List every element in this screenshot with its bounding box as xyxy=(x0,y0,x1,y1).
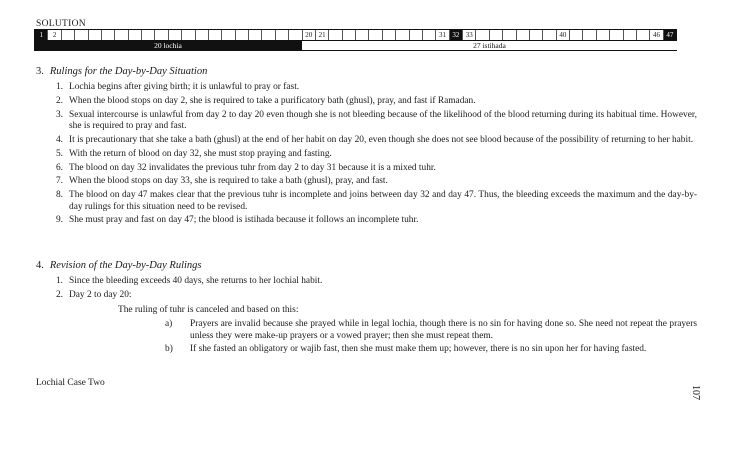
timeline-day-cell xyxy=(476,30,489,40)
timeline-band: 27 istihada xyxy=(302,41,677,51)
item-text: Prayers are invalid because she prayed while in legal lochia, though there is no sin for having done so. She need not repeat the prayers unless they were make-up prayers or a vowed prayer; then she must repeat them. xyxy=(190,319,697,341)
revision-item xyxy=(49,290,697,302)
item-number: 7. xyxy=(55,176,63,187)
sub-intro: The ruling of tuhr is canceled and based on this: xyxy=(118,305,299,315)
timeline-day-cell xyxy=(196,30,209,40)
timeline-day-cell xyxy=(62,30,75,40)
timeline-day-cell xyxy=(75,30,88,40)
timeline-day-cell xyxy=(597,30,610,40)
ruling-item xyxy=(49,176,697,188)
timeline-day-cell xyxy=(383,30,396,40)
timeline-bands xyxy=(34,41,677,51)
section-number: 3. xyxy=(36,66,44,77)
timeline-day-cell: 31 xyxy=(436,30,449,40)
section-number: 4. xyxy=(36,260,44,271)
ruling-item xyxy=(49,82,697,94)
timeline-day-cell xyxy=(249,30,262,40)
timeline-day-cell xyxy=(222,30,235,40)
timeline-day-cell xyxy=(169,30,182,40)
section-heading xyxy=(36,260,202,271)
item-number: b) xyxy=(165,344,173,355)
item-text: Sexual intercourse is unlawful from day 2 to day 20 even though she is not bleeding because of the likelihood of the blood returning during its habitual time. However, she is required to pray and fast. xyxy=(69,109,697,132)
item-text: Day 2 to day 20: xyxy=(69,289,132,300)
ruling-item xyxy=(49,215,697,227)
timeline-day-cell xyxy=(102,30,115,40)
timeline-day-cell xyxy=(610,30,623,40)
solution-label: SOLUTION xyxy=(36,19,86,29)
timeline-day-cell xyxy=(356,30,369,40)
item-text: She must pray and fast on day 47; the blood is istihada because it follows an incomplete tuhr. xyxy=(69,215,419,226)
item-text: The blood on day 32 invalidates the previous tuhr from day 2 to day 31 because it is a mixed tuhr. xyxy=(69,162,436,173)
page-number: 107 xyxy=(690,385,701,400)
timeline-day-cell xyxy=(503,30,516,40)
timeline-day-cell xyxy=(115,30,128,40)
item-text: The blood on day 47 makes clear that the previous tuhr is incomplete and joins between day 32 and day 47. Thus, the bleeding exceeds the maximum and the day-by-day rulings for this situation need to be revised. xyxy=(69,190,697,212)
item-number: 9. xyxy=(55,215,63,226)
item-number: a) xyxy=(165,319,173,329)
ruling-item xyxy=(49,96,697,108)
timeline-day-cell xyxy=(289,30,302,40)
ruling-item xyxy=(49,110,697,133)
item-text: When the blood stops on day 2, she is required to take a purificatory bath (ghusl), pray, and fast if Ramadan. xyxy=(69,95,476,106)
item-number: 6. xyxy=(55,162,63,173)
timeline-day-cell xyxy=(570,30,583,40)
timeline-day-cell: 2 xyxy=(48,30,61,40)
item-text: Since the bleeding exceeds 40 days, she returns to her lochial habit. xyxy=(69,276,323,286)
timeline-day-cell xyxy=(209,30,222,40)
timeline-band: 20 lochia xyxy=(34,41,302,51)
timeline-day-cell: 1 xyxy=(35,30,48,40)
timeline-day-cell: 32 xyxy=(450,30,463,40)
sub-item xyxy=(165,344,697,356)
item-text: With the return of blood on day 32, she must stop praying and fasting. xyxy=(69,148,332,159)
item-number: 5. xyxy=(55,148,63,159)
section-title: Revision of the Day-by-Day Rulings xyxy=(49,260,202,271)
rulings-list xyxy=(49,82,697,229)
ruling-item xyxy=(49,190,697,213)
timeline-day-cell xyxy=(89,30,102,40)
timeline-day-cell xyxy=(155,30,168,40)
revision-item xyxy=(49,276,697,288)
timeline-day-cell xyxy=(142,30,155,40)
timeline-day-cell: 40 xyxy=(557,30,570,40)
timeline-day-cell xyxy=(129,30,142,40)
timeline-day-cell: 21 xyxy=(316,30,329,40)
timeline-day-cell xyxy=(236,30,249,40)
sub-item xyxy=(165,319,697,342)
timeline-day-cell xyxy=(490,30,503,40)
timeline-day-cell xyxy=(583,30,596,40)
timeline-day-cell xyxy=(182,30,195,40)
item-number: 4. xyxy=(55,134,63,145)
item-text: When the blood stops on day 33, she is required to take a bath (ghusl), pray, and fast. xyxy=(69,176,388,187)
item-text: If she fasted an obligatory or wajib fast, then she must make them up; however, there is no sin upon her for having fasted. xyxy=(190,344,647,355)
item-number: 2. xyxy=(55,95,63,106)
timeline-day-cell xyxy=(262,30,275,40)
timeline-day-cell xyxy=(276,30,289,40)
day-timeline xyxy=(34,29,677,41)
sub-items-list xyxy=(165,319,697,358)
timeline-day-cell: 46 xyxy=(650,30,663,40)
item-number: 3. xyxy=(55,109,63,120)
timeline-day-cell: 33 xyxy=(463,30,476,40)
timeline-day-cell xyxy=(423,30,436,40)
section-title: Rulings for the Day-by-Day Situation xyxy=(49,66,208,77)
item-number: 1. xyxy=(55,82,63,92)
timeline-day-cell xyxy=(396,30,409,40)
item-number: 8. xyxy=(55,190,63,201)
section-heading xyxy=(36,66,207,77)
timeline-day-cell: 47 xyxy=(664,30,676,40)
item-number: 1. xyxy=(55,276,63,286)
timeline-day-cell xyxy=(329,30,342,40)
case-label: Lochial Case Two xyxy=(36,378,105,388)
timeline-day-cell xyxy=(624,30,637,40)
revision-list xyxy=(49,276,697,304)
timeline-day-cell: 20 xyxy=(303,30,316,40)
timeline-day-cell xyxy=(543,30,556,40)
ruling-item xyxy=(49,163,697,175)
timeline-day-cell xyxy=(517,30,530,40)
item-text: Lochia begins after giving birth; it is unlawful to pray or fast. xyxy=(69,82,300,92)
timeline-day-cell xyxy=(343,30,356,40)
item-text: It is precautionary that she take a bath (ghusl) at the end of her habit on day 20, even though she does not see blood because of the possibility of returning to her habit. xyxy=(69,134,694,145)
ruling-item xyxy=(49,135,697,147)
item-number: 2. xyxy=(55,289,63,300)
ruling-item xyxy=(49,149,697,161)
timeline-day-cell xyxy=(410,30,423,40)
timeline-day-cell xyxy=(369,30,382,40)
timeline-day-cell xyxy=(637,30,650,40)
timeline-day-cell xyxy=(530,30,543,40)
